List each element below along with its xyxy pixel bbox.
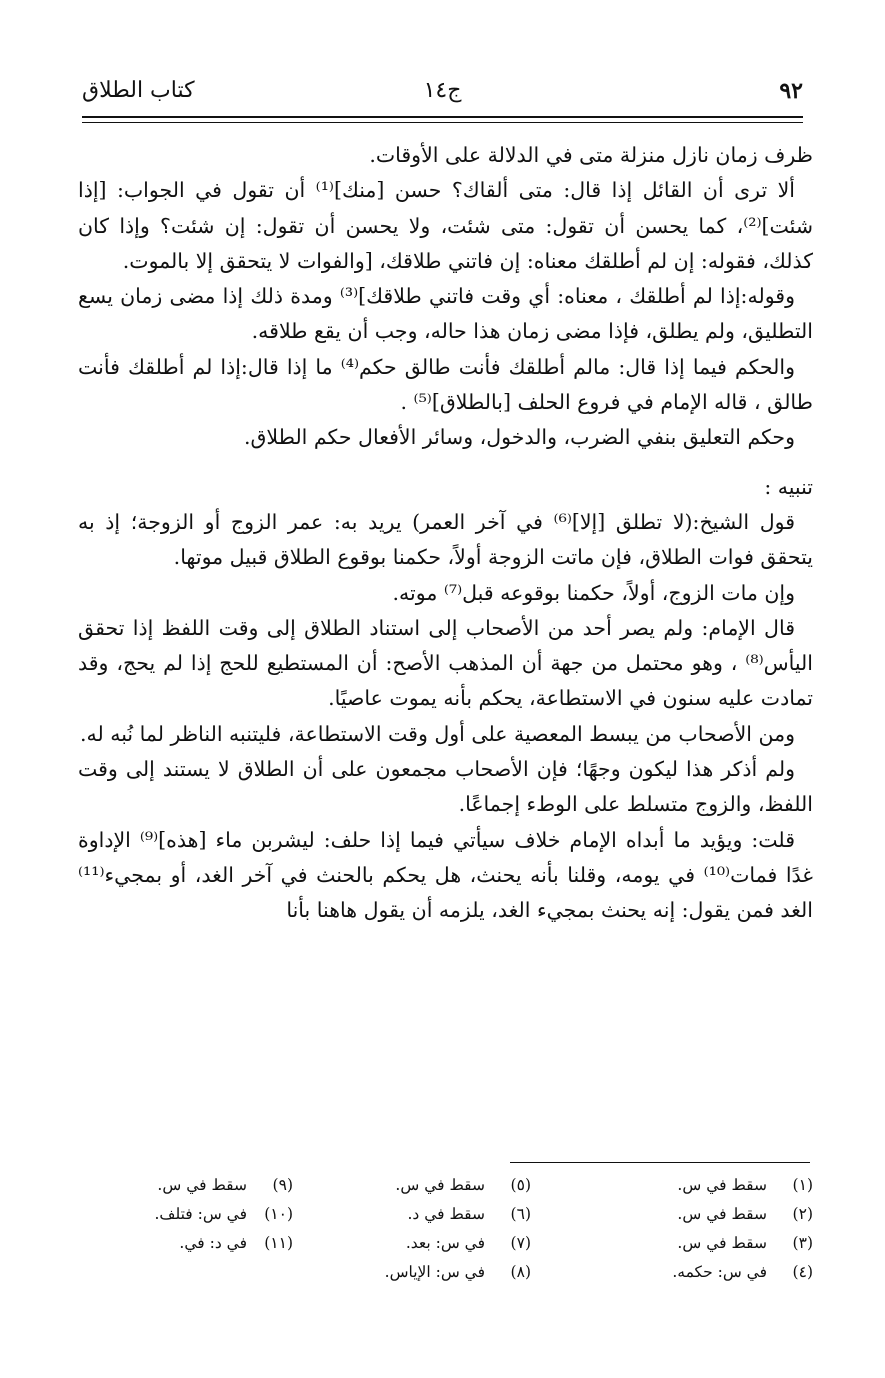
page-number: ٩٢ bbox=[779, 78, 803, 104]
paragraph: ألا ترى أن القائل إذا قال: متى ألقاك؟ حسن [منك]⁽¹⁾ أن تقول في الجواب: [إذا شئت]⁽²⁾، كما يحسن أن تقول: متى شئت، ولا يحسن أن تقول: إن شئت؟ وإذا كان كذلك، فقوله: إن لم أطلقك معناه: إن فاتني طلاقك، [والفوات لا يتحقق إلا بالموت. bbox=[78, 178, 813, 273]
footnote-text: في س: الإياس. bbox=[384, 1263, 485, 1281]
paragraph: والحكم فيما إذا قال: مالم أطلقك فأنت طالق حكم⁽⁴⁾ ما إذا قال:إذا لم أطلقك فأنت طالق ، قاله الإمام في فروع الحلف [بالطلاق]⁽⁵⁾ . bbox=[78, 354, 813, 415]
footnote-number: (٤) bbox=[792, 1263, 813, 1281]
paragraph: ومن الأصحاب من يبسط المعصية على أول وقت الاستطاعة، فليتنبه الناظر لما نُبه له. bbox=[79, 721, 795, 746]
footnote bbox=[593, 1176, 813, 1205]
footnote-column-1 bbox=[593, 1176, 813, 1292]
footnote-column-3 bbox=[73, 1176, 293, 1263]
footnote-text: في د: في. bbox=[179, 1234, 247, 1252]
footnote-number: (٥) bbox=[510, 1176, 531, 1194]
paragraph: وحكم التعليق بنفي الضرب، والدخول، وسائر الأفعال حكم الطلاق. bbox=[243, 425, 795, 450]
footnote bbox=[311, 1263, 531, 1292]
footnote-text: في س: حكمه. bbox=[672, 1263, 767, 1281]
footnote-number: (٢) bbox=[792, 1205, 813, 1223]
footnote-number: (١٠) bbox=[264, 1205, 293, 1223]
page-header bbox=[82, 78, 803, 112]
footnote bbox=[73, 1234, 293, 1263]
paragraph: قول الشيخ:(لا تطلق [إلا]⁽⁶⁾ في آخر العمر) يريد به: عمر الزوج أو الزوجة؛ إذ به يتحقق فوات الطلاق، فإن ماتت الزوجة أولاً، حكمنا بوقوع الطلاق قبيل موتها. bbox=[78, 509, 813, 570]
footnote-text: سقط في س. bbox=[677, 1176, 767, 1194]
footnote-text: سقط في س. bbox=[395, 1176, 485, 1194]
header-rule-thin bbox=[82, 122, 803, 123]
footnotes bbox=[90, 1176, 813, 1316]
footnote-text: سقط في س. bbox=[677, 1205, 767, 1223]
footnote-number: (٦) bbox=[510, 1205, 531, 1223]
footnote bbox=[593, 1205, 813, 1234]
footnote-text: سقط في د. bbox=[407, 1205, 485, 1223]
footnote-text: في س: فتلف. bbox=[154, 1205, 247, 1223]
footnote bbox=[311, 1205, 531, 1234]
footnote-separator bbox=[510, 1162, 810, 1163]
paragraph: قلت: ويؤيد ما أبداه الإمام خلاف سيأتي فيما إذا حلف: ليشربن ماء [هذه]⁽⁹⁾ الإداوة غدًا فمات⁽¹⁰⁾ في يومه، وقلنا بأنه يحنث، هل يحكم بالحنث في آخر الغد، أو بمجيء⁽¹¹⁾ الغد فمن يقول: إنه يحنث بمجيء الغد، يلزمه أن يقول هاهنا بأنا bbox=[78, 827, 813, 923]
paragraph: تنبيه : bbox=[764, 474, 813, 499]
footnote-number: (١١) bbox=[264, 1234, 293, 1252]
footnote-text: سقط في س. bbox=[677, 1234, 767, 1252]
footnote-number: (٨) bbox=[510, 1263, 531, 1281]
footnote bbox=[73, 1205, 293, 1234]
paragraph: ظرف زمان نازل منزلة متى في الدلالة على الأوقات. bbox=[369, 143, 813, 167]
footnote-number: (٧) bbox=[510, 1234, 531, 1252]
footnote-text: سقط في س. bbox=[157, 1176, 247, 1194]
footnote-number: (١) bbox=[792, 1176, 813, 1194]
footnote bbox=[311, 1234, 531, 1263]
paragraph: وإن مات الزوج، أولاً، حكمنا بوقوعه قبل⁽⁷⁾ موته. bbox=[392, 580, 795, 605]
paragraph: ولم أذكر هذا ليكون وجهًا؛ فإن الأصحاب مجمعون على أن الطلاق لا يستند إلى وقت اللفظ، والزوج متسلط على الوطء إجماعًا. bbox=[78, 757, 813, 817]
footnote-text: في س: بعد. bbox=[405, 1234, 485, 1252]
footnote bbox=[73, 1176, 293, 1205]
footnote bbox=[593, 1263, 813, 1292]
paragraph: وقوله:إذا لم أطلقك ، معناه: أي وقت فاتني طلاقك]⁽³⁾ ومدة ذلك إذا مضى زمان يسع التطليق، ولم يطلق، فإذا مضى زمان هذا حاله، وجب أن يقع طلاقه. bbox=[78, 284, 813, 344]
volume-label: ج١٤ bbox=[423, 78, 462, 103]
paragraph: قال الإمام: ولم يصر أحد من الأصحاب إلى استناد الطلاق إلى وقت اللفظ إذا تحقق اليأس⁽⁸⁾ ، وهو محتمل من جهة أن المذهب الأصح: أن المستطيع للحج إذا لم يحج، وقد تمادت عليه سنون في الاستطاعة، يحكم بأنه يموت عاصيًا. bbox=[78, 615, 813, 711]
footnote-column-2 bbox=[311, 1176, 531, 1292]
footnote bbox=[593, 1234, 813, 1263]
footnote-number: (٣) bbox=[792, 1234, 813, 1252]
footnote-number: (٩) bbox=[272, 1176, 293, 1194]
footnote bbox=[311, 1176, 531, 1205]
header-rule-thick bbox=[82, 116, 803, 118]
main-text bbox=[78, 138, 813, 929]
book-title: كتاب الطلاق bbox=[82, 78, 195, 103]
